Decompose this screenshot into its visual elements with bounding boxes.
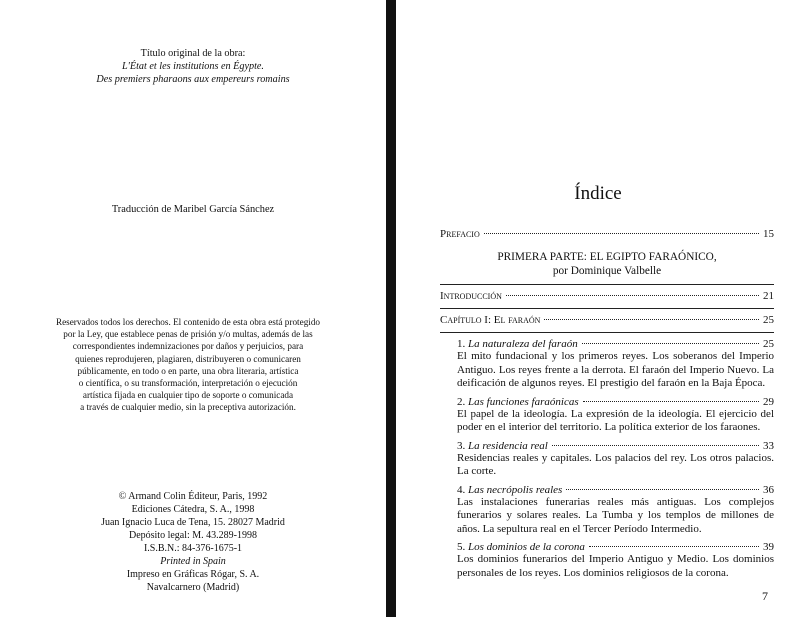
toc-label: Capítulo I: El faraón: [440, 314, 541, 326]
section-title: La naturaleza del faraón: [468, 338, 578, 350]
section-number: 4.: [457, 483, 466, 496]
toc-page: 33: [763, 439, 774, 452]
divider: [440, 332, 774, 333]
colophon-line: Ediciones Cátedra, S. A., 1998: [131, 504, 255, 515]
section-title: Las funciones faraónicas: [468, 395, 579, 408]
section-number: 1.: [457, 338, 466, 350]
colophon-line: © Armand Colin Éditeur, Paris, 1992: [118, 491, 268, 502]
dot-leader: [484, 233, 759, 234]
dot-leader: [589, 546, 759, 547]
table-of-contents: [440, 228, 774, 580]
divider: [440, 284, 774, 285]
section-description: Los dominios funerarios del Imperio Antiguo y Medio. Los dominios personales de los reyes. Los dominios religiosos de la corona.: [457, 553, 774, 579]
rights-notice: [20, 316, 356, 414]
section-description: Residencias reales y capitales. Los palacios del rey. Los otros palacios. La corte.: [457, 451, 774, 477]
colophon-line: Juan Ignacio Luca de Tena, 15. 28027 Madrid: [101, 517, 285, 528]
printer-line: Impreso en Gráficas Rógar, S. A.: [126, 569, 260, 580]
section-title: Las necrópolis reales: [468, 483, 563, 496]
toc-section-5: [457, 541, 774, 553]
toc-entry-capitulo: [440, 314, 774, 326]
toc-section-4: [457, 484, 774, 496]
toc-label: [457, 541, 585, 553]
left-page: [0, 0, 386, 617]
divider: [440, 308, 774, 309]
index-title: Índice: [574, 183, 622, 204]
page-number: 7: [762, 589, 768, 603]
rights-line: Reservados todos los derechos. El contenido de esta obra está protegido: [55, 317, 321, 327]
original-title-line-1: L'État et les institutions en Égypte.: [122, 61, 264, 72]
toc-label: Introducción: [440, 290, 502, 302]
rights-line: quienes reprodujeren, plagiaren, distribuyeren o comunicaren: [75, 353, 301, 364]
toc-page: 36: [763, 483, 774, 496]
toc-label: [457, 484, 562, 496]
dot-leader: [506, 295, 759, 296]
rights-line: por la Ley, que establece penas de prisión y/o multas, además de las: [63, 329, 313, 340]
toc-entry-introduccion: [440, 290, 774, 302]
original-title-label: Título original de la obra:: [140, 48, 246, 59]
dot-leader: [566, 489, 759, 490]
toc-section-3: [457, 440, 774, 452]
part-author: por Dominique Valbelle: [552, 265, 662, 277]
original-title-line-2: Des premiers pharaons aux empereurs romains: [96, 74, 290, 85]
rights-line: públicamente, en todo o en parte, una obra literaria, artística: [77, 365, 299, 376]
toc-page: 39: [763, 541, 774, 553]
toc-label: [457, 396, 579, 408]
rights-line: o científica, o su transformación, interpretación o ejecución: [78, 378, 298, 389]
original-title-block: [0, 47, 386, 86]
colophon-line: Depósito legal: M. 43.289-1998: [128, 530, 258, 541]
rights-line: correspondientes indemnizaciones por daños y perjuicios, para: [72, 341, 304, 352]
toc-page: 21: [763, 290, 774, 302]
colophon-line: I.S.B.N.: 84-376-1675-1: [143, 543, 243, 554]
toc-page: 25: [763, 338, 774, 350]
section-description: Las instalaciones funerarias reales más antiguas. Los complejos funerarios y solares reales. La Tumba y los templos de millones de años. La sepultura real en el Tercer Período Intermedio.: [457, 495, 774, 535]
section-number: 5.: [457, 541, 466, 553]
toc-page: 29: [763, 395, 774, 408]
part-title: PRIMERA PARTE: EL EGIPTO FARAÓNICO,: [497, 251, 717, 263]
page-gutter: [386, 0, 396, 617]
printer-line: Navalcarnero (Madrid): [146, 582, 240, 593]
toc-section-2: [457, 396, 774, 408]
section-description: El papel de la ideología. La expresión de la ideología. El ejercicio del poder en el interior del territorio. La política exterior de los faraones.: [457, 407, 774, 433]
toc-entry-prefacio: [440, 228, 774, 240]
rights-line: artística fijada en cualquier tipo de soporte o comunicada: [82, 390, 294, 401]
toc-page: 25: [763, 314, 774, 326]
toc-label: [457, 338, 578, 350]
translator-credit: Traducción de Maribel García Sánchez: [111, 204, 275, 215]
right-page: [396, 0, 800, 617]
part-heading: [440, 250, 774, 278]
dot-leader: [583, 401, 759, 402]
rights-line: a través de cualquier medio, sin la preceptiva autorización.: [80, 402, 296, 413]
toc-label: Prefacio: [440, 228, 480, 240]
toc-label: [457, 440, 548, 452]
dot-leader: [582, 343, 759, 344]
section-title: La residencia real: [468, 439, 548, 452]
toc-section-1: [457, 338, 774, 350]
section-number: 3.: [457, 439, 466, 452]
section-description: El mito fundacional y los primeros reyes. Los soberanos del Imperio Antiguo. Los reyes frente a la derrota. El faraón del Imperio Nuevo. La deificación de algunos reyes. El prestigio del faraón en la Baja Época.: [457, 350, 774, 389]
printed-in: Printed in Spain: [160, 556, 226, 567]
section-number: 2.: [457, 395, 466, 408]
colophon: [0, 490, 386, 594]
dot-leader: [544, 319, 759, 320]
section-title: Los dominios de la corona: [468, 541, 585, 553]
toc-page: 15: [763, 228, 774, 240]
dot-leader: [552, 445, 759, 446]
